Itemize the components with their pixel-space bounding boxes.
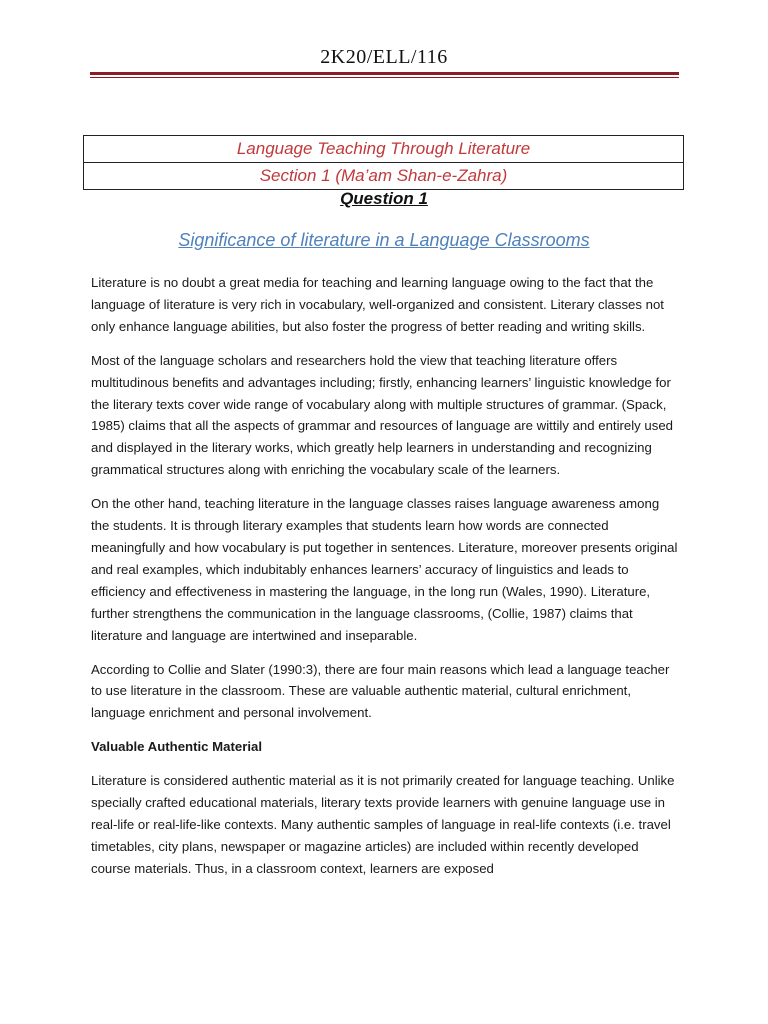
paragraph-5: Literature is considered authentic material as it is not primarily created for language teaching. Unlike specially crafted educational materials, literary texts provide learners with genuine language use in real-life or real-life-like contexts. Many authentic samples of language in real-life contexts (i.e. travel timetables, city plans, newspaper or magazine articles) are included within recently developed course materials. Thus, in a classroom context, learners are exposed [91,773,675,876]
title-table [83,135,684,190]
paragraph-3: On the other hand, teaching literature in the language classes raises language awareness among the students. It is through literary examples that students learn how words are connected meaningfully and how vocabulary is put together in sentences. Literature, moreover presents original and real examples, which indubitably enhances learners’ accuracy of linguistics and leads to efficiency and effectiveness in mastering the language, in the long run (Wales, 1990). Literature, further strengthens the communication in the language classrooms, (Collie, 1987) claims that literature and language are intertwined and inseparable. [91,496,678,643]
header-rule-thin [90,77,679,78]
paragraph-1: Literature is no doubt a great media for teaching and learning language owing to the fact that the language of literature is very rich in vocabulary, well-organized and consistent. Literary classes not only enhance language abilities, but also foster the progress of better reading and writing skills. [91,275,664,334]
subheading-authentic-material: Valuable Authentic Material [91,739,262,755]
essay-heading: Significance of literature in a Language Classrooms [178,230,590,250]
document-code-header: 2K20/ELL/116 [320,46,448,68]
section-title: Section 1 (Ma’am Shan-e-Zahra) [84,162,683,189]
header-rule-thick [90,72,679,75]
question-label: Question 1 [340,189,428,208]
paragraph-2: Most of the language scholars and researchers hold the view that teaching literature offers multitudinous benefits and advantages including; firstly, enhancing learners’ linguistic knowledge for the literary texts cover wide range of vocabulary along with multiple structures of grammar. (Spack, 1985) claims that all the aspects of grammar and resources of language are wittily and entirely used and displayed in the literary works, which greatly help learners in understanding and recognizing grammatical structures along with enriching the vocabulary scale of the learners. [91,352,674,478]
essay-body [91,272,681,892]
course-title: Language Teaching Through Literature [236,139,531,158]
paragraph-4: According to Collie and Slater (1990:3), there are four main reasons which lead a language teacher to use literature in the classroom. These are valuable authentic material, cultural enrichment, language enrichment and personal involvement. [91,661,670,721]
